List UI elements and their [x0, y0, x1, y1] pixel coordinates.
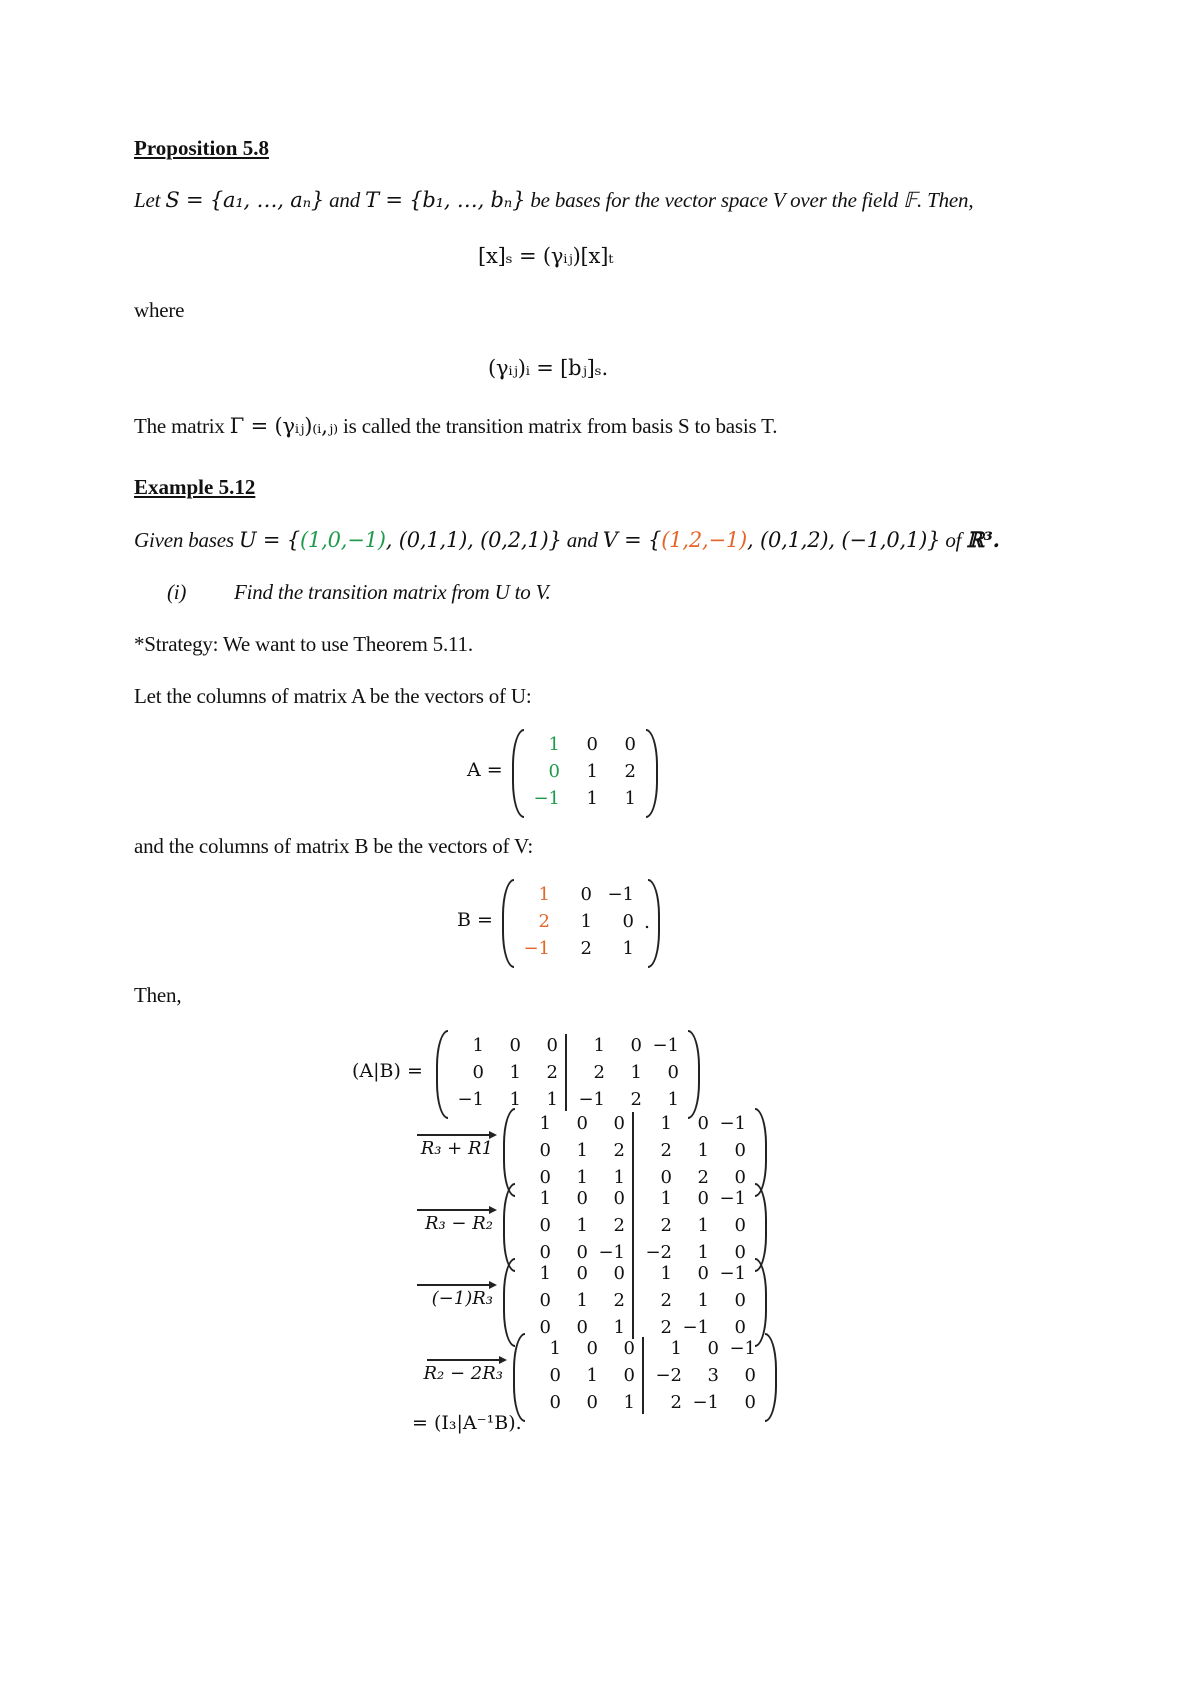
- part-label: (i): [167, 580, 187, 604]
- matrix-cell-R-2-2: 3: [707, 1365, 719, 1386]
- matrix-sentence-suffix: is called the transition matrix from basis S to basis T.: [343, 414, 778, 438]
- strategy-text: *Strategy: We want to use Theorem 5.11.: [134, 632, 473, 656]
- matrix-cell-L-3-3: 1: [613, 1317, 625, 1338]
- row-operation-arrow: [417, 1134, 493, 1136]
- matrix-cell-L-3-2: 0: [586, 1392, 598, 1413]
- matrix-cell-L-2-1: 2: [538, 911, 550, 932]
- matrix-cell-R-3-2: 2: [697, 1167, 709, 1188]
- matrix-cell-R-3-3: 0: [734, 1242, 746, 1263]
- matrix-cell-L-1-2: 0: [576, 1263, 588, 1284]
- augment-bar: [632, 1112, 634, 1189]
- AB-label: (A|B) =: [352, 1060, 423, 1082]
- arrow-head-icon: [489, 1206, 497, 1214]
- set-T: T = {b₁, …, bₙ}: [365, 188, 526, 212]
- matrix-cell-R-3-1: −1: [578, 1089, 605, 1110]
- matrix-cell-R-1-3: −1: [719, 1113, 746, 1134]
- matrix-cell-L-2-2: 1: [509, 1062, 521, 1083]
- row-operation-label: (−1)R₃: [431, 1288, 493, 1309]
- matrix-cell-L-3-2: 1: [586, 788, 598, 809]
- matrix-cell-L-3-2: 0: [576, 1317, 588, 1338]
- matrix-cell-R-2-3: 0: [667, 1062, 679, 1083]
- matrix-cell-L-3-1: −1: [523, 938, 550, 959]
- augment-bar: [642, 1337, 644, 1414]
- matrix-cell-R-3-3: 0: [734, 1167, 746, 1188]
- augment-bar: [565, 1034, 567, 1111]
- statement-prefix: Let: [134, 188, 161, 212]
- basis-U: [239, 528, 562, 552]
- matrix-cell-L-2-3: 2: [613, 1215, 625, 1236]
- matrix-A: [512, 729, 658, 818]
- matrix-cell-R-1-1: 1: [660, 1113, 672, 1134]
- matrix-cell-L-2-3: 0: [623, 1365, 635, 1386]
- part-text: Find the transition matrix from U to V.: [234, 580, 551, 604]
- matrix-cell-L-2-2: 1: [586, 1365, 598, 1386]
- step-matrix-1: [436, 1030, 700, 1119]
- matrix-cell-R-2-1: 2: [660, 1290, 672, 1311]
- matrix-cell-R-3-1: 0: [660, 1167, 672, 1188]
- matrix-cell-R-3-1: −2: [645, 1242, 672, 1263]
- given-and: and: [566, 528, 598, 552]
- matrix-cell-L-2-3: 2: [546, 1062, 558, 1083]
- then-text: Then,: [134, 983, 182, 1007]
- step-matrix-5: [513, 1333, 777, 1422]
- proposition-statement: [134, 188, 973, 213]
- augment-bar: [632, 1262, 634, 1339]
- arrow-head-icon: [499, 1356, 507, 1364]
- matrix-cell-L-2-3: 2: [613, 1140, 625, 1161]
- matrix-cell-R-1-3: −1: [729, 1338, 756, 1359]
- matrix-cell-L-1-3: 0: [613, 1113, 625, 1134]
- matrix-cell-R-1-3: −1: [719, 1263, 746, 1284]
- matrix-cell-R-2-2: 1: [697, 1290, 709, 1311]
- row-operation-arrow: [417, 1284, 493, 1286]
- matrix-cell-L-3-3: 1: [546, 1089, 558, 1110]
- matrix-cell-R-3-2: −1: [692, 1392, 719, 1413]
- statement-suffix: be bases for the vector space V over the field 𝔽. Then,: [530, 188, 974, 212]
- row-operation-arrow: [427, 1359, 503, 1361]
- V-first-vector: (1,2,−1): [661, 528, 748, 552]
- matrix-cell-R-1-1: 1: [670, 1338, 682, 1359]
- matrix-cell-L-3-3: 1: [624, 788, 636, 809]
- matrix-cell-R-3-1: 2: [670, 1392, 682, 1413]
- row-operation-arrow: [417, 1209, 493, 1211]
- matrix-cell-R-1-2: 0: [630, 1035, 642, 1056]
- matrix-cell-L-3-2: 2: [580, 938, 592, 959]
- matrix-cell-L-3-1: 0: [549, 1392, 561, 1413]
- matrix-cell-R-2-2: 1: [697, 1140, 709, 1161]
- matrix-cell-L-2-3: 2: [624, 761, 636, 782]
- matrix-cell-L-1-2: 0: [576, 1188, 588, 1209]
- matrix-cell-R-1-2: 0: [697, 1113, 709, 1134]
- B-label: B =: [457, 909, 493, 931]
- matrix-cell-L-1-3: −1: [607, 884, 634, 905]
- V-rest: , (0,1,2), (−1,0,1)}: [747, 528, 941, 552]
- matrix-cell-L-3-1: −1: [533, 788, 560, 809]
- matrix-cell-L-2-1: 0: [472, 1062, 484, 1083]
- matrix-cell-L-2-3: 2: [613, 1290, 625, 1311]
- matrix-cell-R-3-1: 2: [660, 1317, 672, 1338]
- matrix-cell-L-1-1: 1: [548, 734, 560, 755]
- coordinate-formula: [x]ₛ = (γᵢⱼ)[x]ₜ: [478, 244, 614, 268]
- basis-V: [603, 528, 941, 552]
- B-period: .: [644, 911, 651, 933]
- row-operation-label: R₂ − 2R₃: [423, 1363, 503, 1384]
- matrix-cell-L-3-1: 0: [539, 1242, 551, 1263]
- matrix-cell-R-1-2: 0: [707, 1338, 719, 1359]
- matrix-cell-R-2-1: 2: [660, 1215, 672, 1236]
- matrix-cell-R-1-1: 1: [660, 1188, 672, 1209]
- matrix-cell-L-2-1: 0: [549, 1365, 561, 1386]
- column-formula: (γᵢⱼ)ᵢ = [bⱼ]ₛ.: [488, 356, 609, 380]
- matrix-cell-L-1-1: 1: [539, 1113, 551, 1134]
- matrix-cell-R-1-2: 0: [697, 1188, 709, 1209]
- augment-bar: [632, 1187, 634, 1264]
- matrix-cell-R-2-2: 1: [697, 1215, 709, 1236]
- given-of: of: [945, 528, 962, 552]
- matrix-cell-L-2-1: 0: [548, 761, 560, 782]
- matrix-cell-L-3-3: 1: [613, 1167, 625, 1188]
- matrix-cell-L-1-3: 0: [624, 734, 636, 755]
- matrix-cell-R-1-2: 0: [697, 1263, 709, 1284]
- matrix-cell-L-2-1: 0: [539, 1215, 551, 1236]
- matrix-cell-L-2-2: 1: [576, 1140, 588, 1161]
- matrix-cell-R-2-2: 1: [630, 1062, 642, 1083]
- matrix-cell-L-1-1: 1: [549, 1338, 561, 1359]
- matrix-cell-L-2-2: 1: [580, 911, 592, 932]
- set-S: S = {a₁, …, aₙ}: [165, 188, 325, 212]
- let-A-text: Let the columns of matrix A be the vectors of U:: [134, 684, 532, 708]
- right-parenthesis: [688, 1030, 700, 1119]
- matrix-cell-L-2-2: 1: [586, 761, 598, 782]
- row-operation-label: R₃ − R₂: [424, 1213, 493, 1234]
- matrix-cell-L-3-3: −1: [598, 1242, 625, 1263]
- matrix-cell-L-1-2: 0: [576, 1113, 588, 1134]
- example-heading: Example 5.12: [134, 475, 256, 499]
- matrix-cell-L-1-3: 0: [546, 1035, 558, 1056]
- matrix-cell-R-2-3: 0: [734, 1215, 746, 1236]
- matrix-cell-L-1-1: 1: [538, 884, 550, 905]
- U-first-vector: (1,0,−1): [299, 528, 386, 552]
- arrow-head-icon: [489, 1131, 497, 1139]
- matrix-cell-L-1-1: 1: [472, 1035, 484, 1056]
- matrix-B: [502, 879, 660, 968]
- matrix-cell-R-2-3: 0: [734, 1290, 746, 1311]
- matrix-cell-L-1-3: 0: [613, 1263, 625, 1284]
- matrix-cell-R-2-1: 2: [593, 1062, 605, 1083]
- right-parenthesis: [765, 1333, 777, 1422]
- V-prefix: V = {: [602, 528, 662, 552]
- matrix-cell-L-3-2: 0: [576, 1242, 588, 1263]
- matrix-cell-R-2-1: 2: [660, 1140, 672, 1161]
- matrix-cell-L-2-1: 0: [539, 1140, 551, 1161]
- matrix-cell-L-1-2: 0: [509, 1035, 521, 1056]
- matrix-cell-R-3-2: −1: [682, 1317, 709, 1338]
- transition-matrix-definition: [134, 414, 777, 439]
- matrix-cell-R-1-3: −1: [719, 1188, 746, 1209]
- matrix-cell-L-1-2: 0: [580, 884, 592, 905]
- right-parenthesis: [646, 729, 658, 818]
- matrix-cell-L-3-2: 1: [576, 1167, 588, 1188]
- R3-symbol: ℝ³.: [966, 527, 1000, 552]
- matrix-cell-R-1-1: 1: [660, 1263, 672, 1284]
- matrix-cell-L-1-1: 1: [539, 1263, 551, 1284]
- matrix-cell-R-3-3: 0: [734, 1317, 746, 1338]
- given-prefix: Given bases: [134, 528, 234, 552]
- matrix-cell-L-3-3: 1: [623, 1392, 635, 1413]
- matrix-cell-R-3-2: 2: [630, 1089, 642, 1110]
- gamma-definition: Γ = (γᵢⱼ)₍ᵢ,ⱼ₎: [229, 414, 338, 438]
- matrix-cell-R-2-1: −2: [655, 1365, 682, 1386]
- final-result: = (I₃|A⁻¹B).: [412, 1412, 522, 1434]
- matrix-cell-R-1-1: 1: [593, 1035, 605, 1056]
- matrix-cell-L-1-3: 0: [613, 1188, 625, 1209]
- matrix-cell-L-3-3: 1: [622, 938, 634, 959]
- statement-and: and: [329, 188, 361, 212]
- matrix-cell-L-2-3: 0: [622, 911, 634, 932]
- matrix-sentence-prefix: The matrix: [134, 414, 225, 438]
- matrix-cell-L-1-3: 0: [623, 1338, 635, 1359]
- U-rest: , (0,1,1), (0,2,1)}: [385, 528, 562, 552]
- matrix-cell-L-2-1: 0: [539, 1290, 551, 1311]
- matrix-cell-R-3-3: 0: [744, 1392, 756, 1413]
- matrix-cell-L-2-2: 1: [576, 1215, 588, 1236]
- matrix-cell-R-3-2: 1: [697, 1242, 709, 1263]
- arrow-head-icon: [489, 1281, 497, 1289]
- matrix-cell-L-1-2: 0: [586, 734, 598, 755]
- A-label: A =: [467, 759, 503, 781]
- matrix-cell-R-2-3: 0: [744, 1365, 756, 1386]
- given-bases: [134, 527, 1000, 553]
- and-B-text: and the columns of matrix B be the vectors of V:: [134, 834, 534, 858]
- row-operation-label: R₃ + R1: [420, 1138, 493, 1159]
- proposition-heading: Proposition 5.8: [134, 136, 269, 160]
- matrix-cell-R-3-3: 1: [667, 1089, 679, 1110]
- matrix-cell-L-2-2: 1: [576, 1290, 588, 1311]
- matrix-cell-L-1-1: 1: [539, 1188, 551, 1209]
- matrix-cell-L-1-2: 0: [586, 1338, 598, 1359]
- matrix-cell-L-3-1: 0: [539, 1167, 551, 1188]
- matrix-cell-L-3-2: 1: [509, 1089, 521, 1110]
- matrix-cell-R-1-3: −1: [652, 1035, 679, 1056]
- matrix-cell-R-2-3: 0: [734, 1140, 746, 1161]
- where-text: where: [134, 298, 185, 322]
- matrix-cell-L-3-1: −1: [457, 1089, 484, 1110]
- matrix-cell-L-3-1: 0: [539, 1317, 551, 1338]
- U-prefix: U = {: [238, 528, 300, 552]
